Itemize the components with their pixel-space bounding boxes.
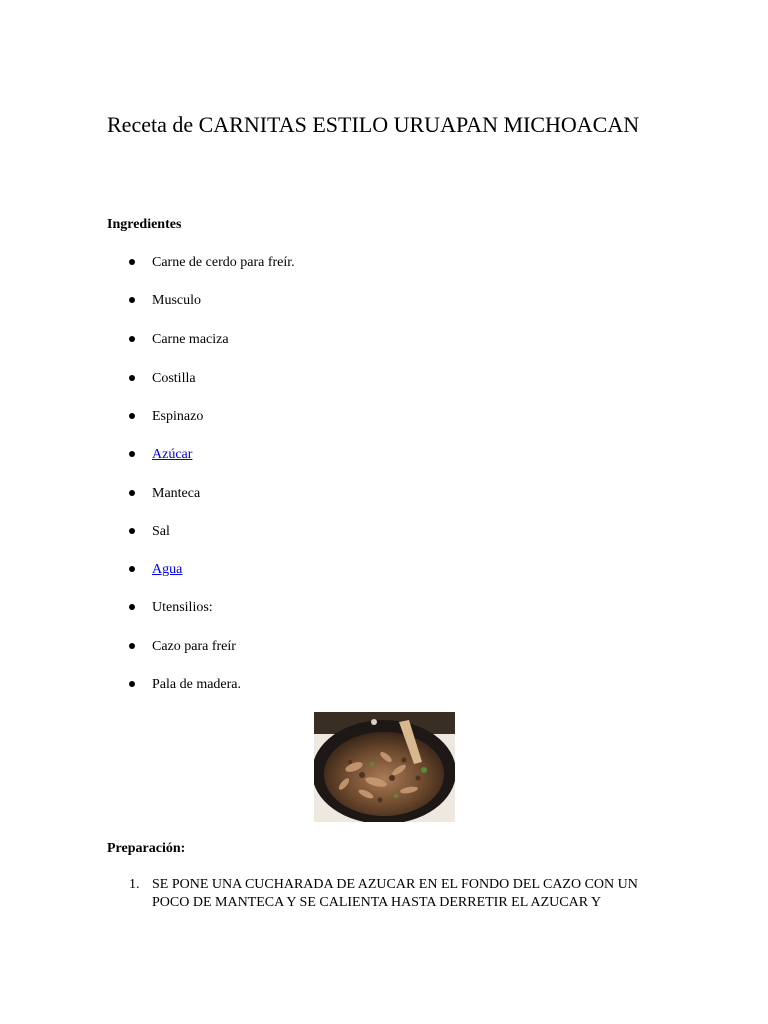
list-item (129, 331, 529, 349)
bullet-icon (129, 490, 135, 496)
preparation-heading: Preparación: (107, 841, 186, 856)
step-text: SE PONE UNA CUCHARADA DE AZUCAR EN EL FONDO DEL CAZO CON UN POCO DE MANTECA Y SE CALIENTA HASTA DERRETIR EL AZUCAR Y (152, 877, 638, 910)
list-item (129, 561, 529, 579)
list-item (129, 292, 529, 310)
bullet-icon (129, 413, 135, 419)
ingredient-label: Utensilios: (152, 600, 213, 615)
carnitas-pot-photo (314, 712, 455, 822)
ingredient-label: Costilla (152, 371, 196, 386)
bullet-icon (129, 681, 135, 687)
bullet-icon (129, 297, 135, 303)
bullet-icon (129, 604, 135, 610)
ingredient-label: Cazo para freír (152, 639, 236, 654)
list-item (129, 876, 669, 912)
ingredient-link-agua[interactable]: Agua (152, 562, 183, 577)
bullet-icon (129, 528, 135, 534)
bullet-icon (129, 566, 135, 572)
bullet-icon (129, 451, 135, 457)
list-item (129, 254, 529, 272)
list-item (129, 446, 529, 464)
ingredient-label: Espinazo (152, 409, 204, 424)
page-title: Receta de CARNITAS ESTILO URUAPAN MICHOACAN (107, 112, 640, 137)
list-item (129, 523, 529, 541)
ingredient-label: Musculo (152, 293, 201, 308)
list-item (129, 485, 529, 503)
ingredient-label: Carne maciza (152, 332, 229, 347)
ingredient-label: Manteca (152, 486, 201, 501)
list-item (129, 408, 529, 426)
bullet-icon (129, 375, 135, 381)
list-item (129, 638, 529, 656)
bullet-icon (129, 336, 135, 342)
ingredient-label: Sal (152, 524, 170, 539)
bullet-icon (129, 259, 135, 265)
ingredient-label: Carne de cerdo para freír. (152, 255, 295, 270)
step-number: 1. (129, 877, 140, 892)
ingredients-heading: Ingredientes (107, 217, 182, 232)
ingredient-label: Pala de madera. (152, 677, 242, 692)
list-item (129, 599, 529, 617)
bullet-icon (129, 643, 135, 649)
ingredient-link-azucar[interactable]: Azúcar (152, 447, 193, 462)
carnitas-photo-image (314, 712, 455, 822)
list-item (129, 370, 529, 388)
list-item (129, 676, 529, 694)
